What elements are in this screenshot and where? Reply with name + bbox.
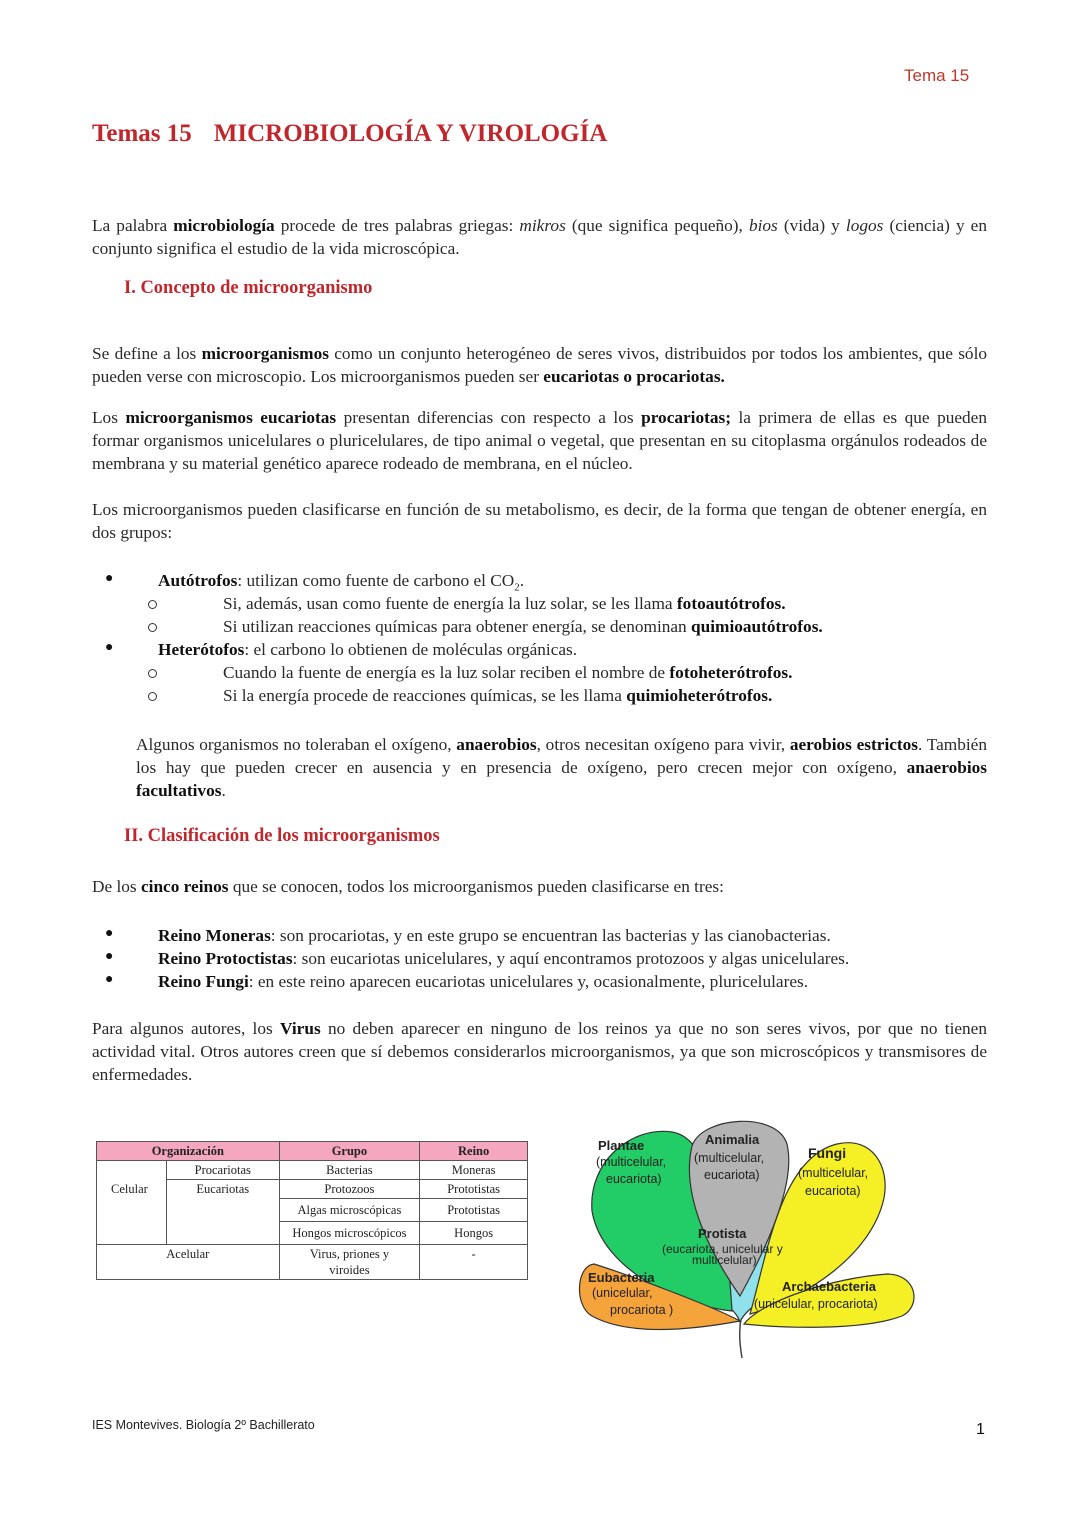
table-row — [97, 1222, 528, 1245]
sub-bullet-circle — [148, 600, 157, 609]
label-plantae: Plantae — [598, 1138, 645, 1153]
bullet-dot: ● — [105, 972, 114, 987]
bullet-reino-moneras: Reino Moneras: son procariotas, y en este grupo se encuentran las bacterias y las cianobacterias. — [158, 926, 831, 945]
paragraph-eucariotas: Los microorganismos eucariotas presentan diferencias con respecto a los procariotas; la primera de ellas es que pueden formar organismos unicelulares o pluricelulares, de tipo animal o vegetal, que presentan en su citoplasma orgánulos rodeados de membrana y su material genético aparece rodeado de membrana, en el núcleo. — [92, 408, 987, 473]
table-row — [97, 1180, 528, 1199]
bullet-heterotrofos: Heterótofos: el carbono lo obtienen de moléculas orgánicas. — [158, 640, 578, 659]
table-row — [97, 1245, 528, 1280]
table-header: Organización — [97, 1142, 280, 1161]
table-cell: Procariotas — [166, 1161, 279, 1180]
kingdoms-diagram — [572, 1106, 924, 1362]
table-cell: Hongos microscópicos — [279, 1222, 420, 1245]
table-cell: Moneras — [420, 1161, 528, 1180]
sub-bullet-circle — [148, 669, 157, 678]
intro-paragraph: La palabra microbiología procede de tres palabras griegas: mikros (que significa pequeño), bios (vida) y logos (ciencia) y en conjunto significa el estudio de la vida microscópica. — [92, 216, 987, 258]
page-title — [92, 120, 607, 148]
title-name: MICROBIOLOGÍA Y VIROLOGÍA — [213, 120, 608, 147]
table-cell: - — [420, 1245, 528, 1280]
sub-bullet-circle — [148, 692, 157, 701]
label-fungi: Fungi — [808, 1145, 847, 1161]
bullet-reino-fungi: Reino Fungi: en este reino aparecen eucariotas unicelulares y, ocasionalmente, pluricelulares. — [158, 972, 809, 991]
classification-table — [96, 1141, 528, 1280]
label-protista-desc: multicelular) — [692, 1253, 757, 1267]
section-1-title: I. Concepto de microorganismo — [124, 278, 373, 298]
paragraph-microorganismos: Se define a los microorganismos como un conjunto heterogéneo de seres vivos, distribuidos por todos los ambientes, que sólo pueden verse con microscopio. Los microorganismos pueden ser eucariotas o procariotas. — [92, 344, 988, 386]
paragraph-virus: Para algunos autores, los Virus no deben aparecer en ninguno de los reinos ya que no son seres vivos, por que no tienen actividad vital. Otros autores creen que sí debemos considerarlos microorganismos, ya que son microscópicos y transmisores de enfermedades. — [92, 1019, 987, 1084]
table-cell: Celular — [97, 1180, 167, 1199]
table-header-row — [97, 1142, 528, 1161]
paragraph-oxigeno: Algunos organismos no toleraban el oxígeno, anaerobios, otros necesitan oxígeno para vivir, aerobios estrictos. También los hay que pueden crecer en ausencia y en presencia de oxígeno, pero crecen mejor con oxígeno, anaerobios facultativos. — [136, 735, 987, 800]
bullet-dot: ● — [105, 949, 114, 964]
footer-text: IES Montevives. Biología 2º Bachillerato — [92, 1418, 315, 1432]
bullet-dot: ● — [105, 640, 114, 655]
bullet-fotoheterotrofos: Cuando la fuente de energía es la luz solar reciben el nombre de fotoheterótrofos. — [223, 663, 793, 682]
running-header: Tema 15 — [904, 66, 970, 85]
label-fungi-desc: (multicelular, — [798, 1166, 869, 1180]
label-animalia-desc: eucariota) — [704, 1168, 760, 1182]
sub-bullet-circle — [148, 623, 157, 632]
table-cell: Bacterias — [279, 1161, 420, 1180]
table-cell: Prototistas — [420, 1180, 528, 1199]
table-cell: Acelular — [97, 1245, 280, 1280]
label-protista-desc: (eucariota, unicelular y — [662, 1242, 783, 1256]
bullet-dot: ● — [105, 571, 114, 586]
label-fungi-desc: eucariota) — [805, 1184, 861, 1198]
label-archaebacteria-desc: (unicelular, procariota) — [754, 1297, 878, 1311]
table-cell: Eucariotas — [166, 1180, 279, 1245]
title-number: Temas 15 — [92, 120, 192, 147]
table-cell: Algas microscópicas — [279, 1199, 420, 1222]
bullet-fotoautotrofos: Si, además, usan como fuente de energía la luz solar, se les llama fotoautótrofos. — [223, 594, 786, 613]
table-cell: Prototistas — [420, 1199, 528, 1222]
label-eubacteria-desc: (unicelular, — [592, 1286, 653, 1300]
bullet-quimioautotrofos: Si utilizan reacciones químicas para obtener energía, se denominan quimioautótrofos. — [223, 617, 823, 636]
label-plantae-desc: (multicelular, — [596, 1155, 667, 1169]
label-plantae-desc: eucariota) — [606, 1172, 662, 1186]
label-eubacteria-desc: procariota ) — [610, 1303, 674, 1317]
table-header: Reino — [420, 1142, 528, 1161]
table-cell: Protozoos — [279, 1180, 420, 1199]
table-cell: Virus, priones y viroides — [279, 1245, 420, 1280]
section-2-title: II. Clasificación de los microorganismos — [124, 826, 440, 846]
label-animalia: Animalia — [705, 1132, 760, 1147]
table-cell: Hongos — [420, 1222, 528, 1245]
bullet-autotrofos: Autótrofos: utilizan como fuente de carbono el $CO_2$. — [158, 571, 525, 594]
table-row — [97, 1199, 528, 1222]
label-eubacteria: Eubacteria — [588, 1270, 655, 1285]
table-row — [97, 1161, 528, 1180]
paragraph-cinco-reinos: De los cinco reinos que se conocen, todos los microorganismos pueden clasificarse en tres: — [92, 877, 724, 896]
label-archaebacteria: Archaebacteria — [782, 1279, 876, 1294]
bullet-dot: ● — [105, 926, 114, 941]
label-animalia-desc: (multicelular, — [694, 1151, 765, 1165]
table-header: Grupo — [279, 1142, 420, 1161]
paragraph-metabolismo: Los microorganismos pueden clasificarse en función de su metabolismo, es decir, de la forma que tengan de obtener energía, en dos grupos: — [92, 500, 987, 542]
label-protista: Protista — [698, 1226, 747, 1241]
bullet-quimioheterotrofos: Si la energía procede de reacciones químicas, se les llama quimioheterótrofos. — [223, 686, 773, 705]
bullet-reino-protoctistas: Reino Protoctistas: son eucariotas unicelulares, y aquí encontramos protozoos y algas unicelulares. — [158, 949, 850, 968]
page-number: 1 — [976, 1421, 985, 1438]
